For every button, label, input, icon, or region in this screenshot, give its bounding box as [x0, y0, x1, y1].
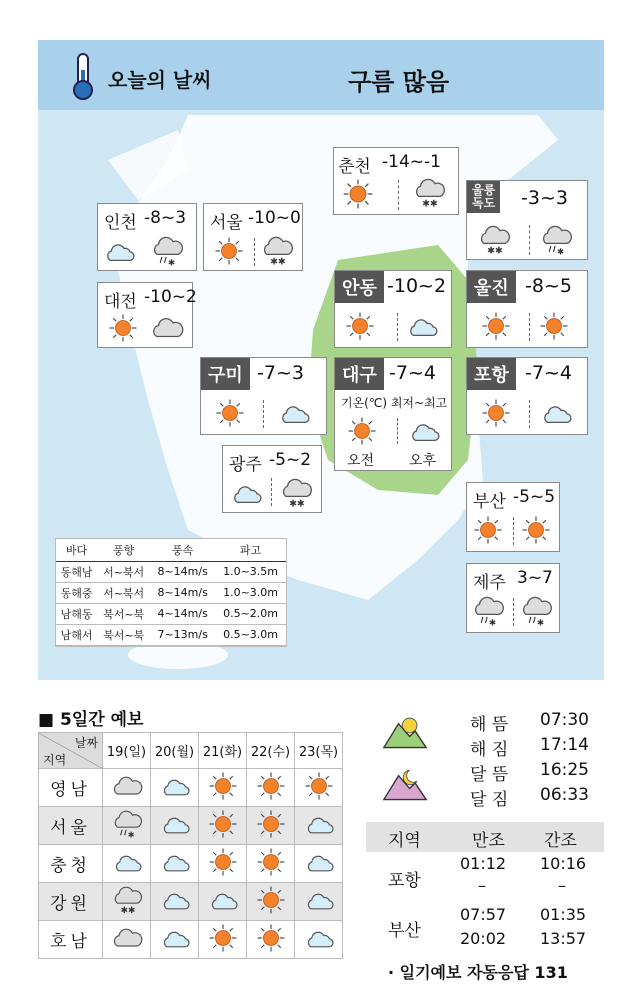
footer-hotline: · 일기예보 자동응답 131 [388, 963, 568, 982]
city-andong: 안동 -10~2 [334, 270, 452, 348]
snow-cloud-icon [260, 234, 294, 268]
table-cell: 충청 [39, 845, 103, 883]
sun-icon [208, 847, 238, 877]
table-cell [103, 769, 151, 807]
partly-cloudy-icon [539, 396, 573, 430]
table-cell: 서~북서 [97, 582, 150, 603]
table-cell: 동해남 [56, 561, 97, 582]
forecast-title: ■ 5일간 예보 [38, 710, 144, 730]
sun-icon [208, 809, 238, 839]
partly-cloudy-icon [159, 884, 191, 916]
sunset-label: 해 짐 [470, 740, 509, 760]
table-cell [295, 883, 343, 921]
table-cell: 19(일) [103, 733, 151, 769]
city-chuncheon: 춘천 -14~-1 [333, 147, 459, 215]
table-cell: 1.0~3.0m [215, 582, 286, 603]
tide-region-busan: 부산 [388, 921, 421, 941]
table-cell: 21(화) [199, 733, 247, 769]
snow-cloud-icon [111, 884, 143, 916]
table-cell: 0.5~2.0m [215, 603, 286, 624]
table-cell [199, 845, 247, 883]
forecast-row-gangwon [39, 883, 343, 921]
sun-icon [256, 809, 286, 839]
sun-icon [304, 771, 334, 801]
rain-snow-cloud-icon [539, 223, 573, 257]
table-cell [103, 807, 151, 845]
table-cell: 남해동 [56, 603, 97, 624]
sun-icon [473, 515, 503, 545]
cloud-icon [150, 311, 184, 345]
table-cell: 1.0~3.5m [215, 561, 286, 582]
table-cell [247, 807, 295, 845]
partly-cloudy-icon [405, 309, 439, 343]
sun-icon [539, 311, 569, 341]
table-cell: 20(월) [151, 733, 199, 769]
city-seoul: 서울 -10~0 [203, 203, 303, 271]
partly-cloudy-icon [277, 396, 311, 430]
table-cell [199, 921, 247, 959]
city-daegu: 대구 -7~4 기온(℃) 최저~최고 오전 오후 [334, 357, 452, 471]
map-header [38, 40, 604, 110]
table-cell: 4~14m/s [150, 603, 215, 624]
sun-icon [214, 236, 244, 266]
table-cell [199, 769, 247, 807]
moonset-time: 06:33 [540, 785, 589, 805]
table-cell [151, 807, 199, 845]
partly-cloudy-icon [303, 808, 335, 840]
sunrise-time: 07:30 [540, 710, 589, 730]
table-cell [199, 883, 247, 921]
sunrise-label: 해 뜸 [470, 715, 509, 735]
sun-icon [345, 311, 375, 341]
sun-icon [256, 847, 286, 877]
forecast-row-seoul [39, 807, 343, 845]
table-cell: 23(목) [295, 733, 343, 769]
forecast-row-honam [39, 921, 343, 959]
table-cell [103, 845, 151, 883]
sun-icon [342, 178, 374, 210]
partly-cloudy-icon [102, 234, 136, 268]
partly-cloudy-icon [111, 846, 143, 878]
cloud-icon [111, 770, 143, 802]
table-row [56, 582, 286, 603]
snow-cloud-icon [477, 223, 511, 257]
partly-cloudy-icon [303, 884, 335, 916]
partly-cloudy-icon [159, 808, 191, 840]
table-cell: 동해중 [56, 582, 97, 603]
moonrise-label: 달 뜸 [470, 765, 509, 785]
city-gwangju: 광주 -5~2 [222, 445, 322, 513]
table-cell: 7~13m/s [150, 624, 215, 645]
sun-icon [521, 515, 551, 545]
table-row [56, 624, 286, 645]
table-cell: 강원 [39, 883, 103, 921]
table-cell: 남해서 [56, 624, 97, 645]
table-cell [151, 769, 199, 807]
table-cell: 22(수) [247, 733, 295, 769]
cloud-icon [111, 922, 143, 954]
sun-icon [481, 398, 511, 428]
moon-mountain-icon [382, 764, 428, 802]
table-cell [295, 769, 343, 807]
thermometer-icon [68, 52, 98, 102]
partly-cloudy-icon [159, 922, 191, 954]
table-cell: 북서~북 [97, 624, 150, 645]
sun-icon [256, 771, 286, 801]
city-ulleung: 울릉 독도 -3~3 [466, 180, 588, 260]
partly-cloudy-icon [407, 414, 441, 448]
sun-icon [256, 885, 286, 915]
city-uljin: 울진 -8~5 [466, 270, 588, 348]
table-cell [247, 845, 295, 883]
header-title: 오늘의 날씨 [108, 68, 212, 92]
table-cell: 서울 [39, 807, 103, 845]
city-pohang: 포항 -7~4 [466, 357, 588, 435]
sun-icon [208, 771, 238, 801]
moonrise-time: 16:25 [540, 760, 589, 780]
table-cell [247, 883, 295, 921]
sunrise-mountain-icon [382, 712, 428, 750]
rain-snow-cloud-icon [519, 594, 553, 628]
table-cell [247, 921, 295, 959]
sun-icon [256, 923, 286, 953]
city-busan: 부산 -5~5 [466, 482, 560, 552]
sea-conditions-table: 바다 풍향 풍속 파고 동해남 서~북서 8~14m/s 1.0~3.5m 동해중 서~북서 8~14m/s 1.0~3.0m 남해동 북서~북 4~14m/s 0.5~2.0m 남해서 북서~북 7~13m/s 0.5~3.0m [55, 538, 287, 647]
table-cell: 0.5~3.0m [215, 624, 286, 645]
partly-cloudy-icon [159, 846, 191, 878]
tide-header: 지역 만조 간조 [366, 822, 604, 852]
partly-cloudy-icon [229, 476, 263, 510]
table-cell: 호남 [39, 921, 103, 959]
table-cell [295, 921, 343, 959]
table-cell [295, 807, 343, 845]
sun-icon [215, 398, 245, 428]
snow-cloud-icon [279, 476, 313, 510]
city-jeju: 제주 3~7 [466, 563, 560, 633]
daegu-am-label: 오전 [347, 453, 375, 469]
rain-snow-cloud-icon [111, 808, 143, 840]
table-row [56, 561, 286, 582]
city-gumi: 구미 -7~3 [200, 357, 327, 435]
rain-snow-cloud-icon [471, 594, 505, 628]
header-condition: 구름 많음 [348, 68, 450, 96]
table-cell [151, 845, 199, 883]
table-cell [199, 807, 247, 845]
tide-region-pohang: 포항 [388, 871, 421, 891]
table-cell [103, 921, 151, 959]
table-cell [103, 883, 151, 921]
table-cell [247, 769, 295, 807]
city-incheon: 인천 -8~3 [97, 203, 197, 271]
table-cell: 영남 [39, 769, 103, 807]
table-cell: 북서~북 [97, 603, 150, 624]
partly-cloudy-icon [159, 770, 191, 802]
forecast-row-chungcheong [39, 845, 343, 883]
sun-icon [108, 313, 138, 343]
table-cell: 8~14m/s [150, 582, 215, 603]
sun-icon [481, 311, 511, 341]
daegu-legend: 기온(℃) 최저~최고 [341, 396, 448, 410]
moonset-label: 달 짐 [470, 790, 509, 810]
partly-cloudy-icon [207, 884, 239, 916]
daegu-pm-label: 오후 [409, 453, 437, 469]
city-daejeon: 대전 -10~2 [97, 282, 193, 348]
partly-cloudy-icon [303, 846, 335, 878]
partly-cloudy-icon [303, 922, 335, 954]
table-cell [151, 921, 199, 959]
rain-snow-cloud-icon [150, 234, 184, 268]
sunset-time: 17:14 [540, 735, 589, 755]
forecast-row-yeongnam [39, 769, 343, 807]
forecast-corner: 날짜 지역 [39, 733, 103, 769]
snow-cloud-icon [412, 176, 446, 210]
table-row [56, 603, 286, 624]
table-cell [151, 883, 199, 921]
forecast-table [38, 732, 343, 959]
table-cell: 서~북서 [97, 561, 150, 582]
table-cell [295, 845, 343, 883]
table-cell: 8~14m/s [150, 561, 215, 582]
sun-icon [208, 923, 238, 953]
sun-icon [347, 416, 377, 446]
